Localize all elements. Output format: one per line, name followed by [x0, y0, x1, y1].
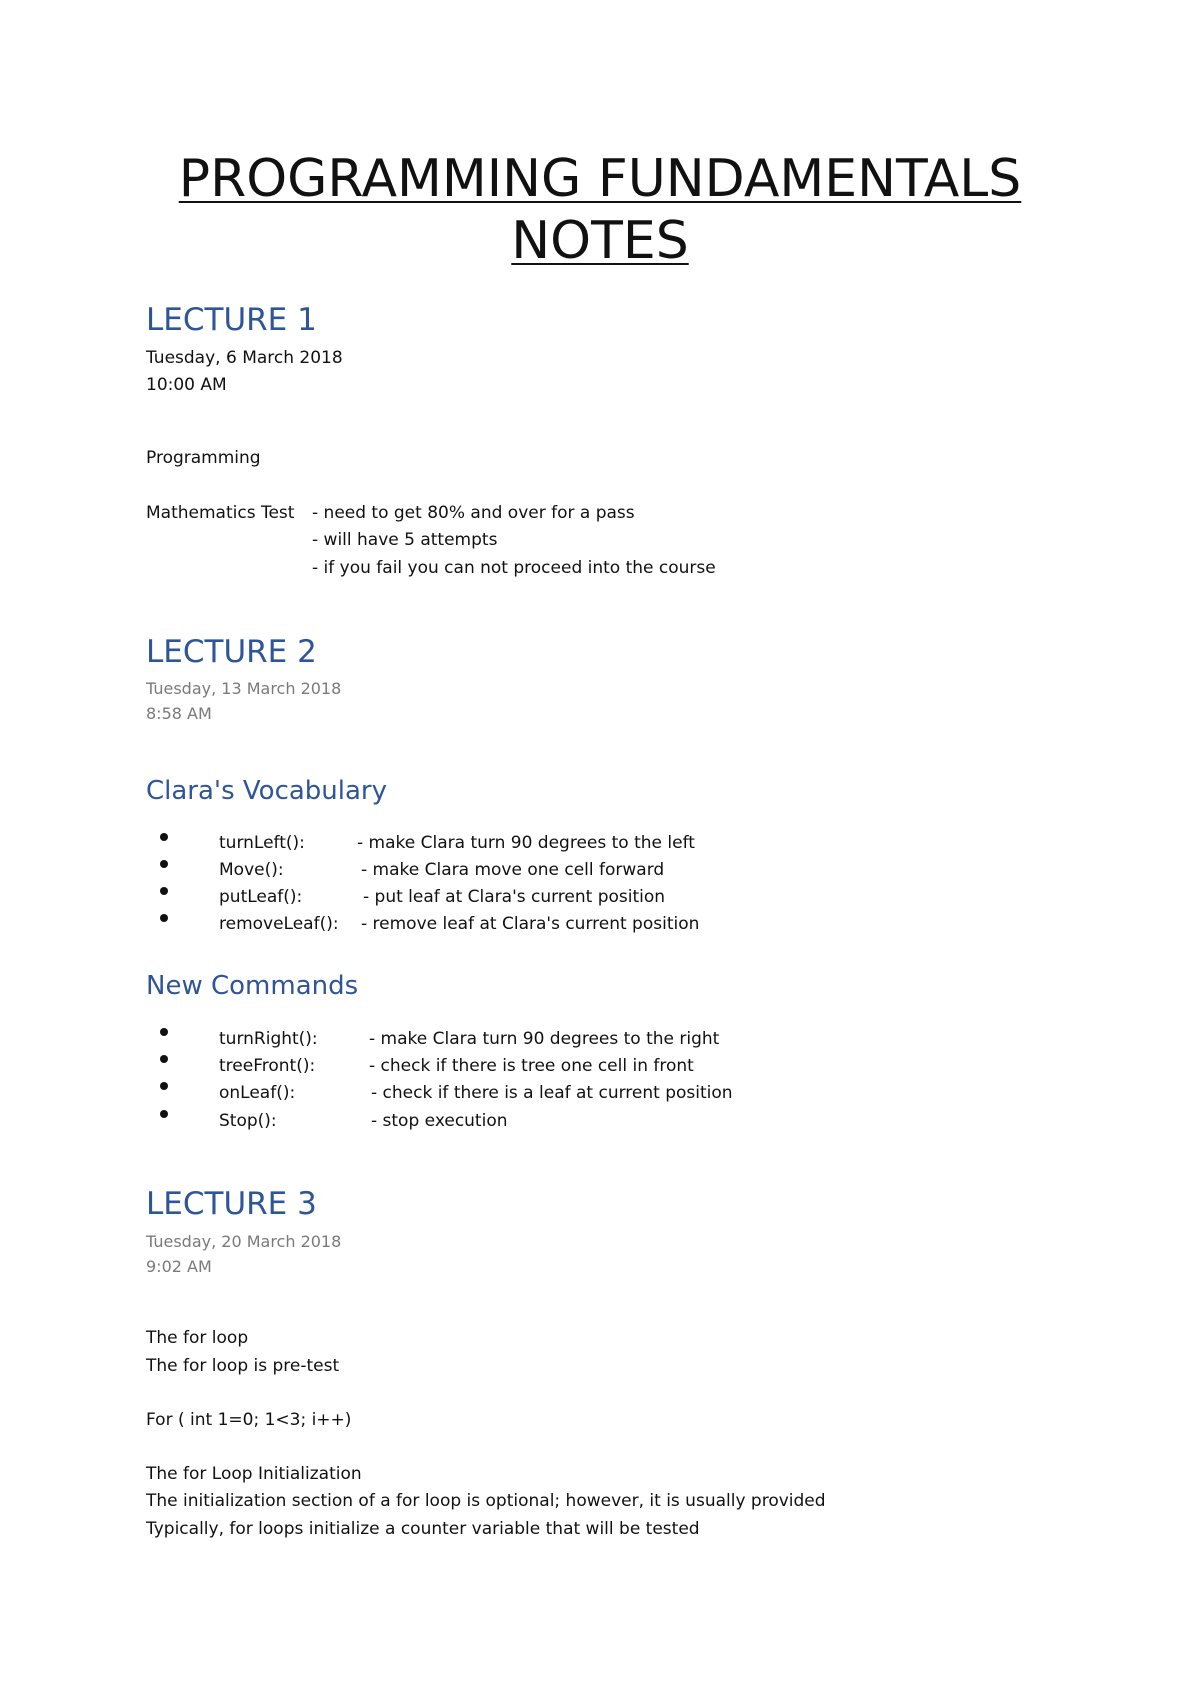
test-label: Mathematics Test: [146, 503, 295, 523]
bullet-icon: [160, 1082, 168, 1090]
lecture-2-heading: LECTURE 2: [146, 634, 317, 670]
vocab-command: putLeaf():: [219, 887, 303, 907]
lecture-3-heading: LECTURE 3: [146, 1186, 317, 1222]
lecture-2-date: Tuesday, 13 March 2018: [146, 679, 342, 698]
vocab-description: - make Clara turn 90 degrees to the left: [357, 833, 695, 853]
vocab-command: removeLeaf():: [219, 914, 339, 934]
document-title-line-1: PROGRAMMING FUNDAMENTALS: [178, 149, 1022, 209]
new-command-description: - make Clara turn 90 degrees to the right: [369, 1029, 720, 1049]
new-command: Stop():: [219, 1111, 277, 1131]
bullet-icon: [160, 860, 168, 868]
new-command-description: - check if there is tree one cell in front: [369, 1056, 694, 1076]
test-point: - will have 5 attempts: [312, 530, 498, 550]
note-line: The for loop is pre-test: [146, 1356, 340, 1376]
bullet-icon: [160, 914, 168, 922]
note-line: The for Loop Initialization: [146, 1464, 362, 1484]
note-line: The initialization section of a for loop is optional; however, it is usually provided: [146, 1491, 826, 1511]
bullet-icon: [160, 887, 168, 895]
vocab-description: - make Clara move one cell forward: [361, 860, 665, 880]
lecture-3-time: 9:02 AM: [146, 1257, 212, 1276]
bullet-icon: [160, 833, 168, 841]
code-line: For ( int 1=0; 1<3; i++): [146, 1410, 352, 1430]
new-command-description: - check if there is a leaf at current position: [371, 1083, 733, 1103]
vocab-command: Move():: [219, 860, 284, 880]
test-point: - if you fail you can not proceed into the course: [312, 558, 716, 578]
vocabulary-heading: Clara's Vocabulary: [146, 776, 388, 806]
new-commands-heading: New Commands: [146, 971, 359, 1001]
document-title-line-2: NOTES: [511, 211, 689, 271]
note-line: Typically, for loops initialize a counter variable that will be tested: [146, 1519, 700, 1539]
lecture-1-date: Tuesday, 6 March 2018: [146, 348, 343, 368]
vocab-description: - remove leaf at Clara's current position: [361, 914, 700, 934]
new-command: turnRight():: [219, 1029, 318, 1049]
bullet-icon: [160, 1110, 168, 1118]
lecture-2-time: 8:58 AM: [146, 704, 212, 723]
bullet-icon: [160, 1055, 168, 1063]
lecture-1-time: 10:00 AM: [146, 375, 227, 395]
bullet-icon: [160, 1028, 168, 1036]
note-line: The for loop: [146, 1328, 249, 1348]
vocab-command: turnLeft():: [219, 833, 305, 853]
vocab-description: - put leaf at Clara's current position: [363, 887, 666, 907]
lecture-3-date: Tuesday, 20 March 2018: [146, 1232, 342, 1251]
new-command: onLeaf():: [219, 1083, 296, 1103]
new-command: treeFront():: [219, 1056, 316, 1076]
new-command-description: - stop execution: [371, 1111, 508, 1131]
lecture-1-heading: LECTURE 1: [146, 302, 317, 338]
lecture-1-topic: Programming: [146, 448, 261, 468]
test-point: - need to get 80% and over for a pass: [312, 503, 635, 523]
